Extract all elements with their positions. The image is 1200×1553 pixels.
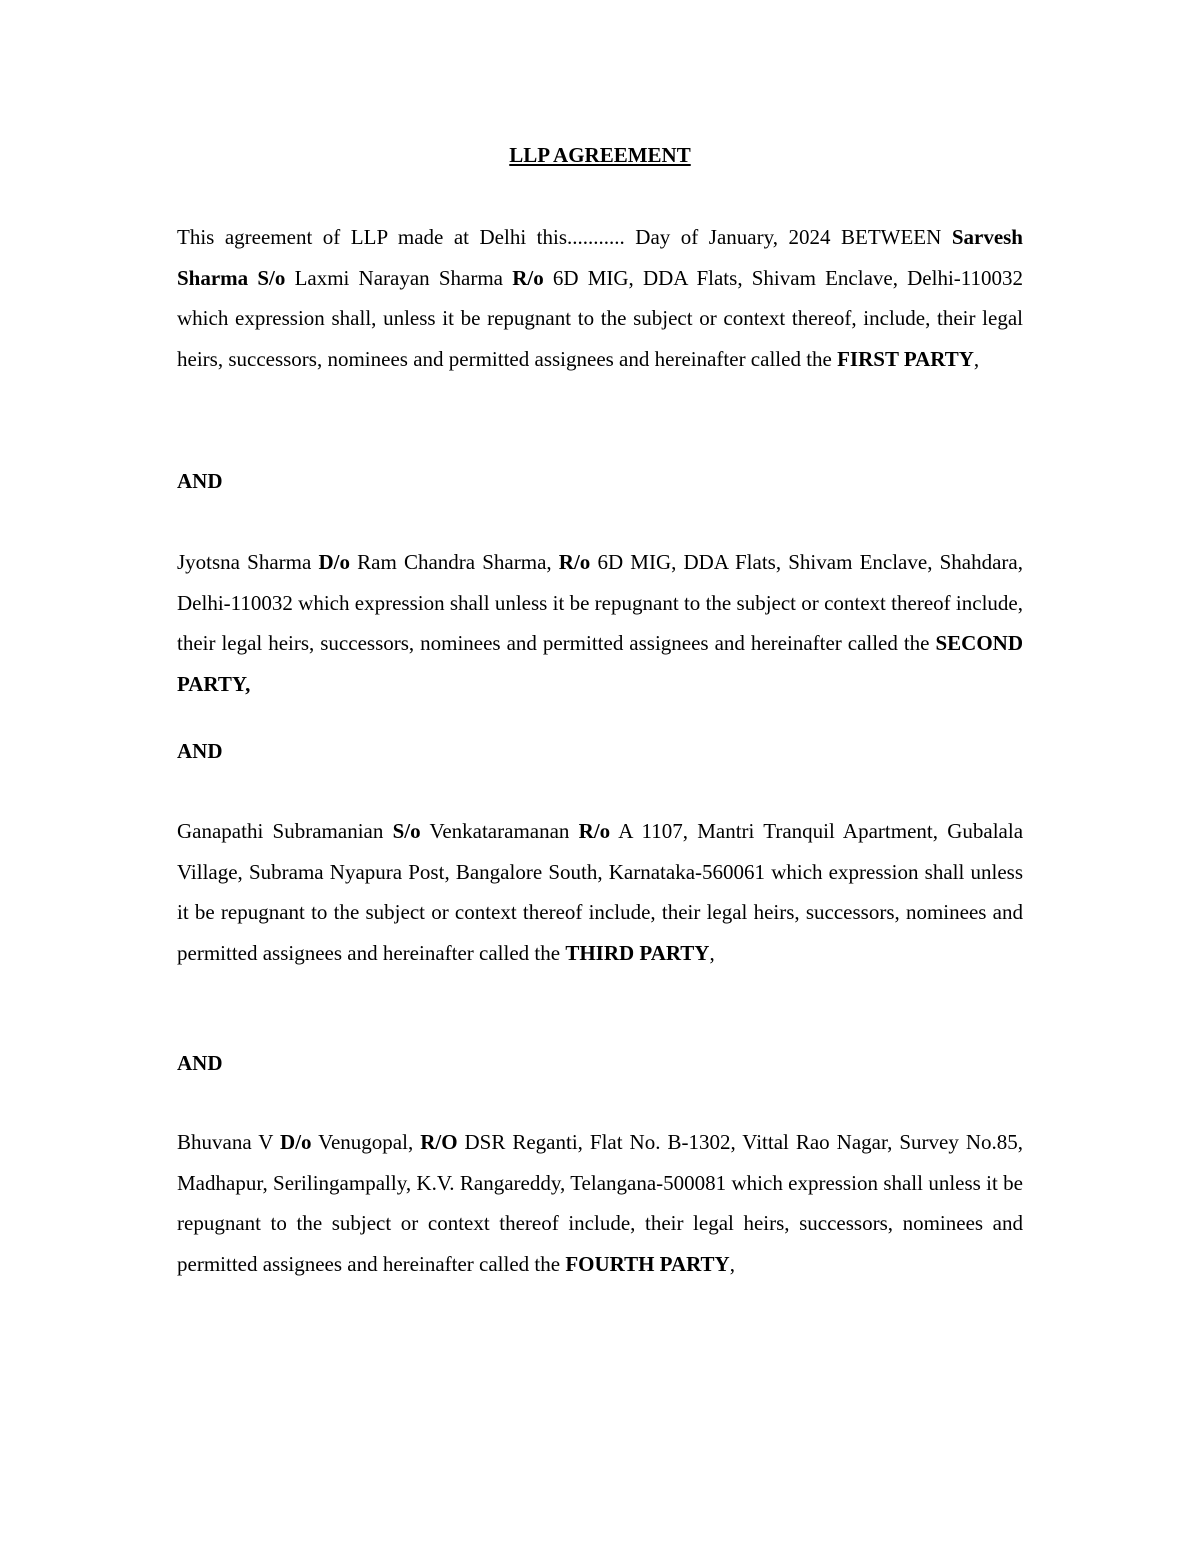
first-party-address: 6D MIG, DDA Flats, Shivam Enclave, Delhi-110032 which expression shall, unless it be repugnant to the subject or context thereof, include, their legal heirs, successors, nominees and permitted assignees and hereinafter called the xyxy=(177,265,1024,371)
fourth-party-name: Bhuvana V xyxy=(177,1130,281,1154)
second-party-name: Jyotsna Sharma xyxy=(177,550,319,574)
third-party-address: A 1107, Mantri Tranquil Apartment, Gubalala Village, Subrama Nyapura Post, Bangalore South, Karnataka-560061 which expression shall unless it be repugnant to the subject or context thereof include, their legal heirs, successors, nominees and permitted assignees and hereinafter called the xyxy=(177,819,1024,965)
first-party-end: , xyxy=(973,346,980,371)
third-party-end: , xyxy=(709,940,715,965)
and-heading-2: AND xyxy=(177,739,223,763)
second-party-address: 6D MIG, DDA Flats, Shivam Enclave, Shahdara, Delhi-110032 which expression shall unless it be repugnant to the subject or context thereof include, their legal heirs, successors, nominees and permitted assignees and hereinafter called the xyxy=(177,550,1023,656)
fourth-party-father: Venugopal, xyxy=(311,1130,421,1154)
fourth-party-label: FOURTH PARTY xyxy=(565,1251,730,1276)
second-party-relation: D/o xyxy=(318,550,350,574)
first-party-relation: S/o xyxy=(257,265,286,290)
first-party-name: Sarvesh Sharma xyxy=(177,225,1023,290)
fourth-party-address: DSR Reganti, Flat No. B-1302, Vittal Rao Nagar, Survey No.85, Madhapur, Serilingampally, K.V. Rangareddy, Telangana-500081 which expression shall unless it be repugnant to the subject or context thereof include, their legal heirs, successors, nominees and permitted assignees and hereinafter called the xyxy=(177,1130,1023,1276)
first-party-father: Laxmi Narayan Sharma xyxy=(285,265,513,290)
document-title: LLP AGREEMENT xyxy=(509,143,691,167)
third-party-residence-label: R/o xyxy=(578,819,611,843)
first-party-residence-label: R/o xyxy=(512,265,544,290)
and-heading-1: AND xyxy=(177,469,223,493)
second-party-label: SECOND PARTY, xyxy=(177,631,1023,696)
fourth-party-end: , xyxy=(729,1251,735,1276)
third-party-relation: S/o xyxy=(392,819,421,843)
second-party-paragraph xyxy=(177,542,1023,704)
and-heading-3: AND xyxy=(177,1051,223,1075)
intro-text: This agreement of LLP made at Delhi this........... Day of January, 2024 BETWEEN xyxy=(177,225,952,249)
third-party-paragraph xyxy=(177,811,1023,973)
first-party-paragraph xyxy=(177,217,1023,379)
third-party-name: Ganapathi Subramanian xyxy=(177,819,393,843)
third-party-label: THIRD PARTY xyxy=(565,940,710,965)
fourth-party-residence-label: R/O xyxy=(420,1130,458,1154)
first-party-label: FIRST PARTY xyxy=(837,346,974,371)
third-party-father: Venkataramanan xyxy=(420,819,579,843)
fourth-party-relation: D/o xyxy=(280,1130,312,1154)
second-party-residence-label: R/o xyxy=(558,550,591,574)
fourth-party-paragraph xyxy=(177,1122,1023,1284)
second-party-father: Ram Chandra Sharma, xyxy=(349,550,559,574)
